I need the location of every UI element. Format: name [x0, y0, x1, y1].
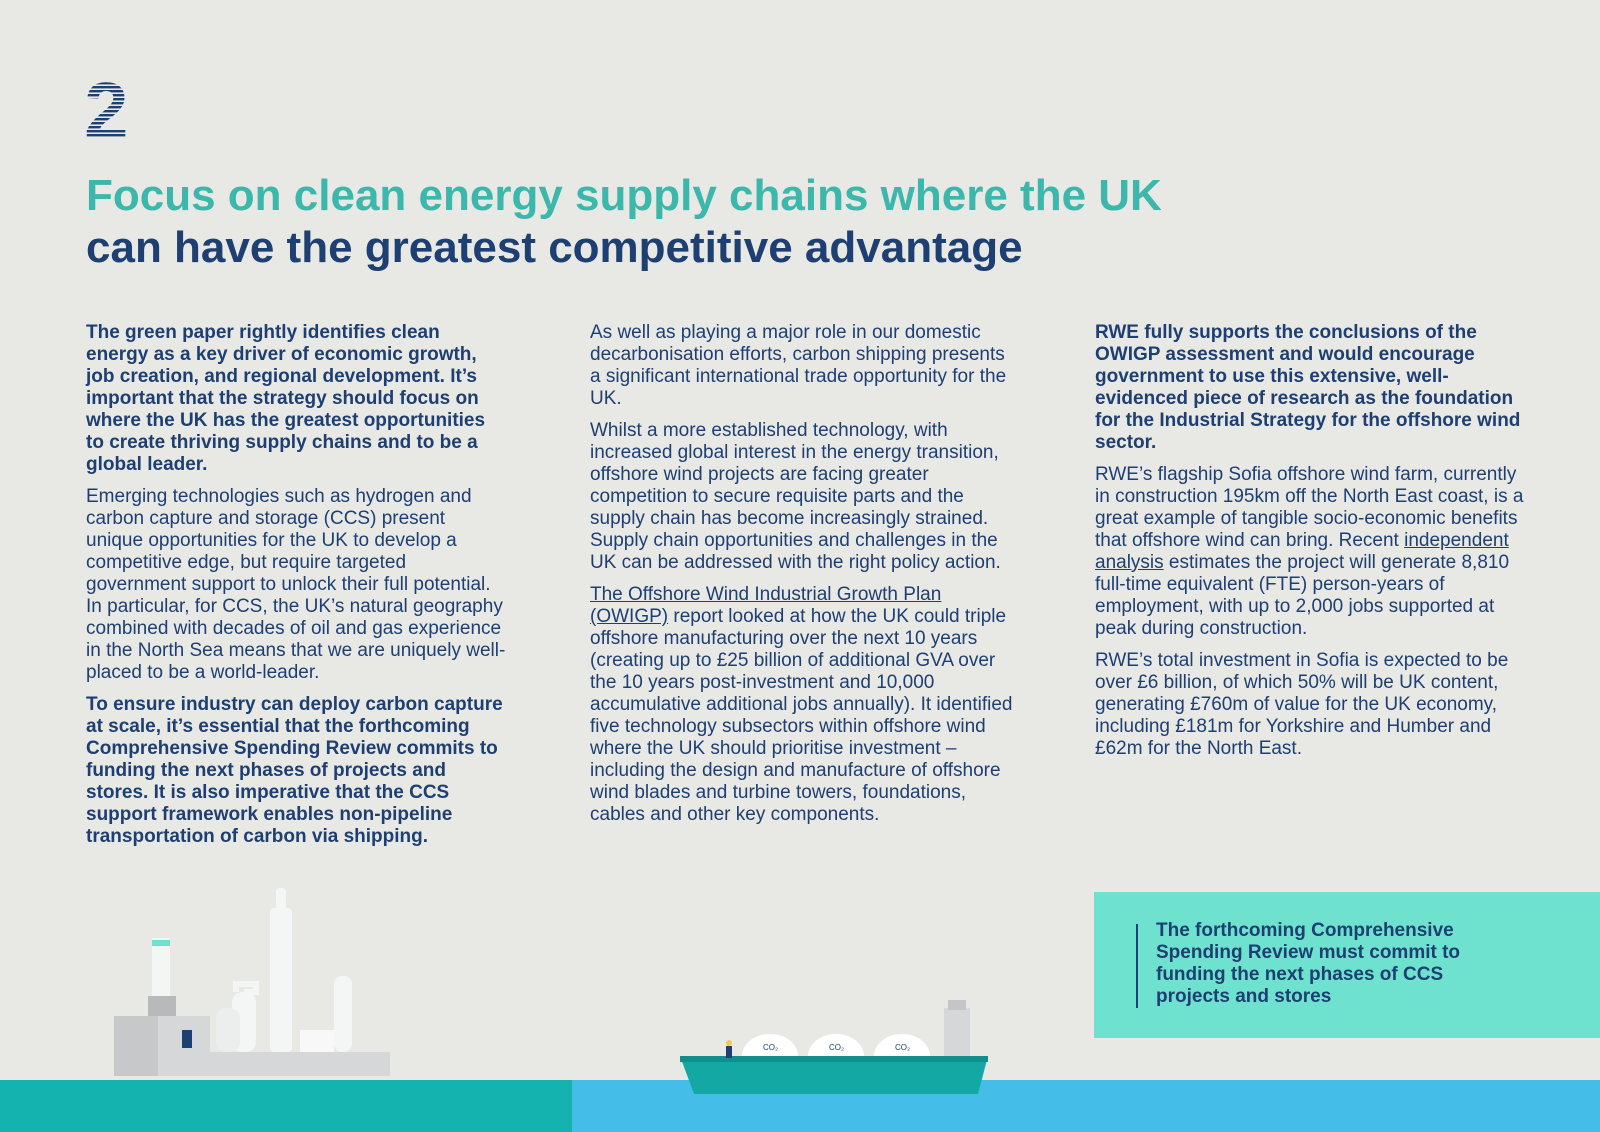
- column-3-paragraph-3: RWE’s total investment in Sofia is expected to be over £6 billion, of which 50% will be UK content, generating £760m of value for the UK economy, including £181m for Yorkshire and Humber and £62m for the North East.: [1095, 650, 1509, 759]
- column-1: [86, 322, 506, 858]
- headline-line-2: can have the greatest competitive advantage: [86, 223, 1023, 272]
- column-2-paragraph-3: [590, 584, 1020, 826]
- page-number-text: 2: [84, 78, 129, 142]
- co2-tank-label-1: CO₂: [763, 1043, 779, 1052]
- owigp-report-link[interactable]: The Offshore Wind Industrial Growth Plan (OWIGP): [590, 584, 942, 627]
- callout-text: The forthcoming Comprehensive Spending Review must commit to funding the next phases of CCS projects and stores: [1156, 920, 1461, 1007]
- column-2-paragraph-3-text: report looked at how the UK could triple offshore manufacturing over the next 10 years (creating up to £25 billion of additional GVA over the 10 years post-investment and 10,000 accumulative additional jobs annually). It identified five technology subsectors within offshore wind where the UK should prioritise investment – including the design and manufacture of offshore wind blades and turbine towers, foundations, cables and other key components.: [590, 606, 1013, 825]
- co2-tank-label-3: CO₂: [895, 1043, 911, 1052]
- column-1-closing-paragraph: To ensure industry can deploy carbon capture at scale, it’s essential that the forthcoming Comprehensive Spending Review commits to funding the next phases of projects and stores. It is also imperative that the CCS support framework enables non-pipeline transportation of carbon via shipping.: [86, 694, 503, 847]
- ccs-plant-icon: [114, 888, 390, 1076]
- column-2: [590, 322, 1020, 836]
- ground-strip: [0, 1080, 572, 1132]
- column-3: [1095, 322, 1525, 770]
- page-headline: [86, 170, 1162, 274]
- headline-line-1: Focus on clean energy supply chains where the UK: [86, 171, 1162, 220]
- column-3-paragraph-2-end: estimates the project will generate 8,810 full-time equivalent (FTE) person-years of employment, with up to 2,000 jobs supported at peak during construction.: [1095, 552, 1510, 639]
- column-3-paragraph-2-start: RWE’s flagship Sofia offshore wind farm, currently in construction 195km off the North East coast, is a great example of tangible socio-economic benefits that offshore wind can bring. Recent: [1095, 464, 1524, 551]
- page-number: [84, 78, 134, 142]
- co2-tank-label-2: CO₂: [829, 1043, 845, 1052]
- independent-analysis-link[interactable]: independent analysis: [1095, 530, 1509, 573]
- carbon-shipping-vessel-icon: [680, 1000, 988, 1094]
- column-2-paragraph-2: Whilst a more established technology, with increased global interest in the energy transition, offshore wind projects are facing greater competition to secure requisite parts and the supply chain has become increasingly strained. Supply chain opportunities and challenges in the UK can be addressed with the right policy action.: [590, 420, 1001, 573]
- industrial-shipping-illustration: [0, 880, 1600, 1132]
- column-2-paragraph-1: As well as playing a major role in our domestic decarbonisation efforts, carbon shipping presents a significant international trade opportunity for the UK.: [590, 322, 1007, 409]
- column-1-body-paragraph: Emerging technologies such as hydrogen and carbon capture and storage (CCS) present unique opportunities for the UK to develop a competitive edge, but require targeted government support to unlock their full potential. In particular, for CCS, the UK’s natural geography combined with decades of oil and gas experience in the North Sea means that we are uniquely well-placed to be a world-leader.: [86, 486, 506, 683]
- column-3-lead-paragraph: RWE fully supports the conclusions of the OWIGP assessment and would encourage government to use this extensive, well-evidenced piece of research as the foundation for the Industrial Strategy for the offshore wind sector.: [1095, 322, 1521, 453]
- column-3-paragraph-2: [1095, 464, 1525, 640]
- column-1-lead-paragraph: The green paper rightly identifies clean energy as a key driver of economic growth, job creation, and regional development. It’s important that the strategy should focus on where the UK has the greatest opportunities to create thriving supply chains and to be a global leader.: [86, 322, 486, 475]
